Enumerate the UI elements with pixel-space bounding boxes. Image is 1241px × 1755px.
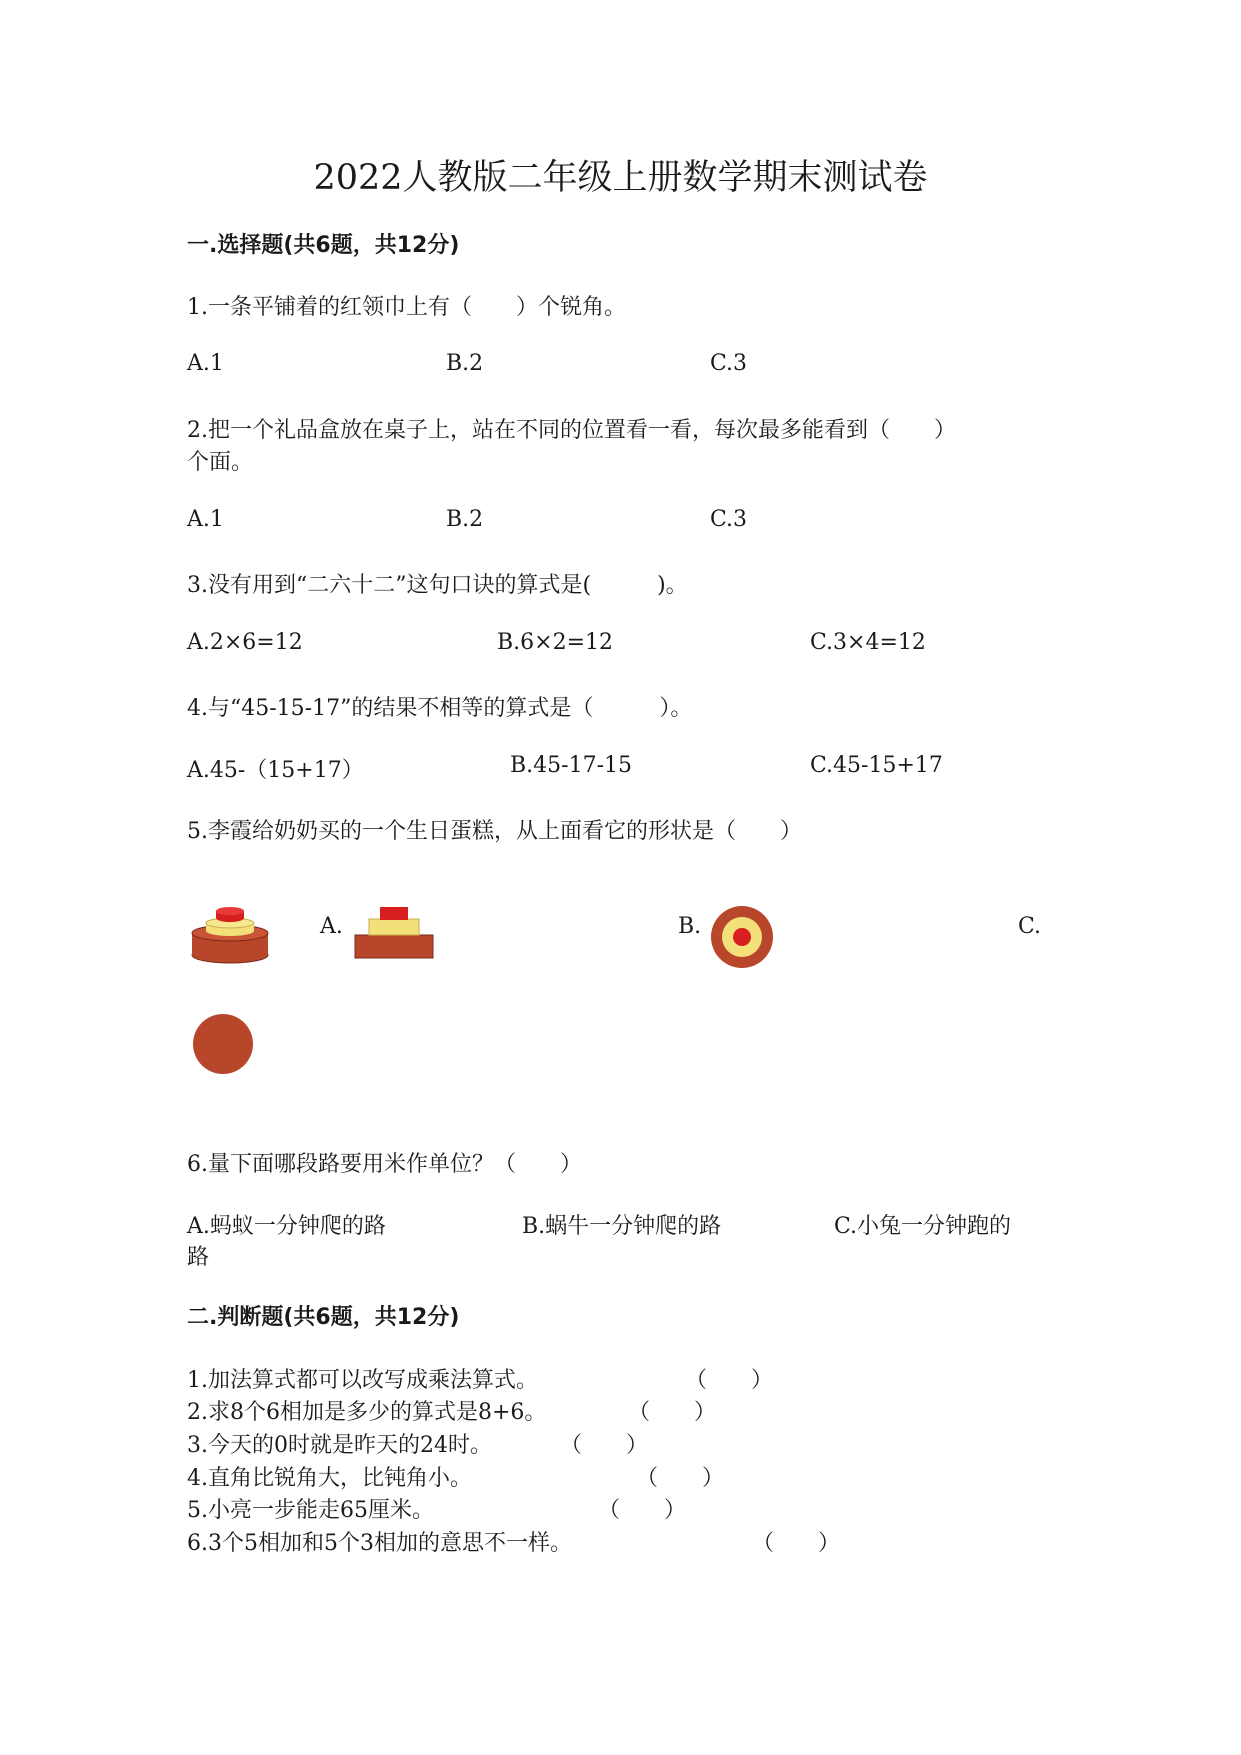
question-3-option-c: C.3×4=12 — [810, 630, 926, 655]
question-3-option-b: B.6×2=12 — [497, 630, 614, 655]
judgement-2-answer-blank[interactable]: （ ） — [628, 1400, 717, 1425]
question-4-stem: 4.与“45-15-17”的结果不相等的算式是（ ）。 — [187, 696, 693, 721]
question-1-stem: 1.一条平铺着的红领巾上有（ ）个锐角。 — [187, 295, 626, 320]
judgement-3-answer-blank[interactable]: （ ） — [560, 1433, 649, 1458]
question-1-option-a: A.1 — [187, 351, 224, 376]
question-4-option-b: B.45-17-15 — [510, 753, 633, 778]
judgement-5-text: 5.小亮一步能走65厘米。 — [187, 1498, 434, 1523]
question-2-stem-line2: 个面。 — [187, 450, 254, 475]
judgement-6-answer-blank[interactable]: （ ） — [752, 1531, 841, 1556]
page-title: 2022人教版二年级上册数学期末测试卷 — [313, 158, 928, 198]
option-a-front-view-icon — [355, 903, 433, 958]
question-6-option-b: B.蜗牛一分钟爬的路 — [522, 1214, 722, 1239]
judgement-3-text: 3.今天的0时就是昨天的24时。 — [187, 1433, 492, 1458]
section-heading-choice: 一.选择题(共6题，共12分) — [187, 233, 460, 258]
question-5-option-b: B. — [678, 914, 702, 939]
judgement-5-answer-blank[interactable]: （ ） — [598, 1498, 687, 1523]
judgement-2-text: 2.求8个6相加是多少的算式是8+6。 — [187, 1400, 547, 1425]
question-6-option-c: C.小兔一分钟跑的 — [834, 1214, 1012, 1239]
question-6-option-a: A.蚂蚁一分钟爬的路 — [187, 1214, 386, 1239]
question-1-option-c: C.3 — [710, 351, 748, 376]
question-5-stem: 5.李霞给奶奶买的一个生日蛋糕，从上面看它的形状是（ ） — [187, 819, 802, 844]
question-2-option-a: A.1 — [187, 507, 224, 532]
question-2-option-b: B.2 — [446, 507, 484, 532]
question-1-option-b: B.2 — [446, 351, 484, 376]
question-5-option-c: C. — [1018, 914, 1042, 939]
judgement-4-answer-blank[interactable]: （ ） — [636, 1466, 725, 1491]
judgement-1-text: 1.加法算式都可以改写成乘法算式。 — [187, 1368, 538, 1393]
question-6-option-c-wrap: 路 — [187, 1245, 210, 1270]
question-5-option-a: A. — [320, 914, 343, 939]
judgement-6-text: 6.3个5相加和5个3相加的意思不一样。 — [187, 1531, 572, 1556]
judgement-4-text: 4.直角比锐角大，比钝角小。 — [187, 1466, 472, 1491]
question-3-option-a: A.2×6=12 — [187, 630, 303, 655]
question-4-option-c: C.45-15+17 — [810, 753, 943, 778]
question-2-option-c: C.3 — [710, 507, 748, 532]
question-2-stem-line1: 2.把一个礼品盒放在桌子上，站在不同的位置看一看，每次最多能看到（ ） — [187, 418, 956, 443]
question-6-stem: 6.量下面哪段路要用米作单位？（ ） — [187, 1152, 582, 1177]
question-4-option-a: A.45-（15+17） — [187, 758, 364, 783]
option-c-plain-circle-icon — [192, 1013, 254, 1075]
cake-side-view-image — [190, 905, 270, 965]
judgement-1-answer-blank[interactable]: （ ） — [685, 1368, 774, 1393]
section-heading-judgement: 二.判断题(共6题，共12分) — [187, 1305, 460, 1330]
question-3-stem: 3.没有用到“二六十二”这句口诀的算式是( )。 — [187, 573, 688, 598]
option-b-top-view-icon — [710, 905, 774, 969]
